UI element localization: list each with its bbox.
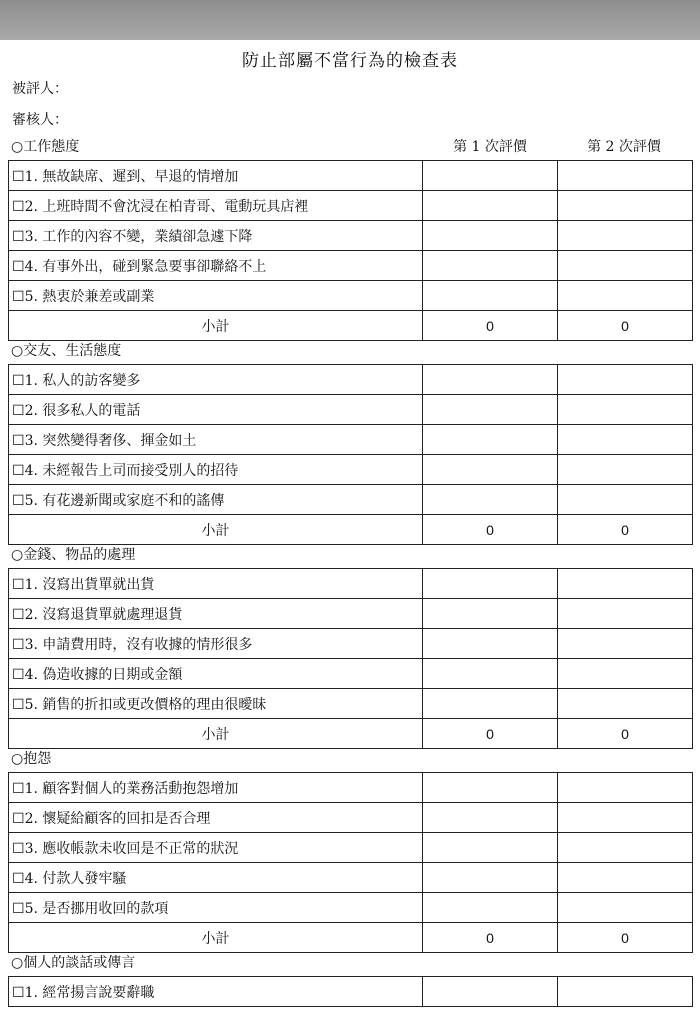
item-cell	[9, 395, 423, 425]
item-cell	[9, 803, 423, 833]
checkbox-icon[interactable]: ☐	[12, 606, 25, 623]
checklist-row	[9, 395, 693, 425]
eval1-score-cell[interactable]	[423, 221, 558, 251]
item-text: 2. 懷疑給顧客的回扣是否合理	[24, 810, 211, 827]
checkbox-icon[interactable]: ☐	[12, 462, 25, 479]
checkbox-icon[interactable]: ☐	[12, 696, 25, 713]
eval2-score-cell[interactable]	[558, 485, 693, 515]
eval1-score-cell[interactable]	[423, 773, 558, 803]
item-text: 1. 經常揚言說要辭職	[24, 984, 155, 1001]
eval2-score-cell[interactable]	[558, 659, 693, 689]
subtotal-label: 小計	[9, 719, 423, 749]
item-cell	[9, 251, 423, 281]
column-header-eval2: 第 2 次評價	[587, 139, 661, 155]
checkbox-icon[interactable]: ☐	[12, 840, 25, 857]
eval2-score-cell[interactable]	[558, 161, 693, 191]
checklist-row	[9, 281, 693, 311]
eval1-score-cell[interactable]	[423, 893, 558, 923]
evaluatee-label: 被評人：	[12, 81, 68, 97]
item-text: 5. 有花邊新聞或家庭不和的謠傳	[24, 492, 225, 509]
section-table	[8, 568, 693, 749]
item-text: 4. 偽造收據的日期或金額	[24, 666, 183, 683]
eval2-score-cell[interactable]	[558, 395, 693, 425]
subtotal-label: 小計	[9, 923, 423, 953]
eval1-score-cell[interactable]	[423, 689, 558, 719]
section-title: 抱怨	[23, 751, 52, 767]
checklist-row	[9, 629, 693, 659]
checkbox-icon[interactable]: ☐	[12, 870, 25, 887]
item-text: 3. 工作的內容不變，業績卻急遽下降	[24, 228, 253, 245]
eval2-score-cell[interactable]	[558, 833, 693, 863]
section-title: 工作態度	[23, 139, 80, 155]
checkbox-icon[interactable]: ☐	[12, 576, 25, 593]
circle-icon: ○	[11, 547, 24, 563]
checklist-row	[9, 689, 693, 719]
eval2-score-cell[interactable]	[558, 281, 693, 311]
column-header-eval1: 第 1 次評價	[453, 139, 527, 155]
checklist-row	[9, 191, 693, 221]
checklist-row	[9, 485, 693, 515]
checkbox-icon[interactable]: ☐	[12, 636, 25, 653]
eval1-score-cell[interactable]	[423, 803, 558, 833]
checkbox-icon[interactable]: ☐	[12, 432, 25, 449]
checklist-row	[9, 893, 693, 923]
checklist-row	[9, 659, 693, 689]
item-cell	[9, 161, 423, 191]
section-heading	[11, 545, 135, 565]
item-cell	[9, 599, 423, 629]
eval1-score-cell[interactable]	[423, 659, 558, 689]
page-title: 防止部屬不當行為的檢查表	[242, 51, 458, 71]
eval2-score-cell[interactable]	[558, 629, 693, 659]
checklist-row	[9, 425, 693, 455]
reviewer-label: 審核人：	[12, 112, 68, 128]
eval1-score-cell[interactable]	[423, 485, 558, 515]
eval2-subtotal-value: 0	[558, 923, 693, 953]
checklist-row	[9, 599, 693, 629]
circle-icon: ○	[11, 139, 24, 155]
eval2-subtotal-value: 0	[558, 719, 693, 749]
circle-icon: ○	[11, 751, 24, 767]
eval2-score-cell[interactable]	[558, 977, 693, 1007]
item-cell	[9, 221, 423, 251]
item-text: 2. 沒寫退貨單就處理退貨	[24, 606, 183, 623]
item-text: 4. 未經報告上司而接受別人的招待	[24, 462, 239, 479]
checkbox-icon[interactable]: ☐	[12, 228, 25, 245]
eval2-score-cell[interactable]	[558, 425, 693, 455]
eval1-score-cell[interactable]	[423, 161, 558, 191]
eval1-score-cell[interactable]	[423, 281, 558, 311]
item-text: 5. 是否挪用收回的款項	[24, 900, 169, 917]
item-text: 3. 突然變得奢侈、揮金如土	[24, 432, 197, 449]
checklist-row	[9, 773, 693, 803]
eval1-score-cell[interactable]	[423, 629, 558, 659]
item-text: 1. 沒寫出貨單就出貨	[24, 576, 155, 593]
eval1-score-cell[interactable]	[423, 977, 558, 1007]
checkbox-icon[interactable]: ☐	[12, 198, 25, 215]
section-table	[8, 772, 693, 953]
subtotal-row	[9, 311, 693, 341]
eval2-score-cell[interactable]	[558, 251, 693, 281]
subtotal-row	[9, 719, 693, 749]
item-text: 1. 顧客對個人的業務活動抱怨增加	[24, 780, 239, 797]
eval1-score-cell[interactable]	[423, 191, 558, 221]
checkbox-icon[interactable]: ☐	[12, 168, 25, 185]
checkbox-icon[interactable]: ☐	[12, 492, 25, 509]
eval2-score-cell[interactable]	[558, 803, 693, 833]
subtotal-row	[9, 923, 693, 953]
checkbox-icon[interactable]: ☐	[12, 780, 25, 797]
eval2-score-cell[interactable]	[558, 773, 693, 803]
eval2-score-cell[interactable]	[558, 689, 693, 719]
checkbox-icon[interactable]: ☐	[12, 288, 25, 305]
item-text: 1. 私人的訪客變多	[24, 372, 141, 389]
subtotal-row	[9, 515, 693, 545]
eval1-score-cell[interactable]	[423, 833, 558, 863]
item-text: 4. 付款人發牢騷	[24, 870, 127, 887]
section-table	[8, 976, 693, 1007]
section-heading	[11, 953, 135, 973]
item-cell	[9, 425, 423, 455]
eval2-score-cell[interactable]	[558, 365, 693, 395]
item-cell	[9, 863, 423, 893]
item-text: 5. 銷售的折扣或更改價格的理由很曖昧	[24, 696, 267, 713]
eval1-score-cell[interactable]	[423, 863, 558, 893]
eval2-subtotal-value: 0	[558, 311, 693, 341]
subtotal-label: 小計	[9, 311, 423, 341]
item-cell	[9, 833, 423, 863]
section-heading	[11, 341, 121, 361]
item-cell	[9, 977, 423, 1007]
section-table	[8, 364, 693, 545]
eval1-score-cell[interactable]	[423, 569, 558, 599]
checklist-row	[9, 221, 693, 251]
circle-icon: ○	[11, 955, 24, 971]
checkbox-icon[interactable]: ☐	[12, 258, 25, 275]
eval1-subtotal-value: 0	[423, 719, 558, 749]
eval1-score-cell[interactable]	[423, 599, 558, 629]
checklist-row	[9, 455, 693, 485]
checklist-row	[9, 251, 693, 281]
item-text: 3. 應收帳款未收回是不正常的狀況	[24, 840, 239, 857]
item-cell	[9, 773, 423, 803]
checklist-row	[9, 365, 693, 395]
section-heading	[11, 749, 51, 769]
item-text: 2. 很多私人的電話	[24, 402, 141, 419]
checklist-row	[9, 833, 693, 863]
checkbox-icon[interactable]: ☐	[12, 666, 25, 683]
eval2-score-cell[interactable]	[558, 569, 693, 599]
checkbox-icon[interactable]: ☐	[12, 402, 25, 419]
item-text: 3. 申請費用時，沒有收據的情形很多	[24, 636, 253, 653]
checkbox-icon[interactable]: ☐	[12, 984, 25, 1001]
item-cell	[9, 281, 423, 311]
item-text: 5. 熱衷於兼差或副業	[24, 288, 155, 305]
item-cell	[9, 659, 423, 689]
eval2-subtotal-value: 0	[558, 515, 693, 545]
checklist-row	[9, 569, 693, 599]
item-cell	[9, 629, 423, 659]
section-table	[8, 160, 693, 341]
section-title: 交友、生活態度	[23, 343, 122, 359]
checklist-row	[9, 863, 693, 893]
item-cell	[9, 893, 423, 923]
eval1-score-cell[interactable]	[423, 251, 558, 281]
eval1-subtotal-value: 0	[423, 311, 558, 341]
item-cell	[9, 485, 423, 515]
section-heading	[11, 137, 79, 157]
eval1-score-cell[interactable]	[423, 365, 558, 395]
eval2-score-cell[interactable]	[558, 599, 693, 629]
eval1-subtotal-value: 0	[423, 515, 558, 545]
checkbox-icon[interactable]: ☐	[12, 372, 25, 389]
eval1-subtotal-value: 0	[423, 923, 558, 953]
eval1-score-cell[interactable]	[423, 455, 558, 485]
top-banner	[0, 0, 700, 40]
checklist-row	[9, 161, 693, 191]
item-text: 4. 有事外出，碰到緊急要事卻聯絡不上	[24, 258, 267, 275]
eval2-score-cell[interactable]	[558, 455, 693, 485]
eval1-score-cell[interactable]	[423, 395, 558, 425]
item-text: 2. 上班時間不會沈浸在柏青哥、電動玩具店裡	[24, 198, 309, 215]
section-title: 金錢、物品的處理	[23, 547, 136, 563]
eval2-score-cell[interactable]	[558, 191, 693, 221]
checkbox-icon[interactable]: ☐	[12, 810, 25, 827]
checkbox-icon[interactable]: ☐	[12, 900, 25, 917]
item-cell	[9, 569, 423, 599]
eval2-score-cell[interactable]	[558, 893, 693, 923]
item-cell	[9, 455, 423, 485]
checklist-row	[9, 977, 693, 1007]
eval2-score-cell[interactable]	[558, 863, 693, 893]
item-cell	[9, 191, 423, 221]
eval1-score-cell[interactable]	[423, 425, 558, 455]
eval2-score-cell[interactable]	[558, 221, 693, 251]
section-title: 個人的談話或傳言	[23, 955, 136, 971]
item-cell	[9, 689, 423, 719]
item-text: 1. 無故缺席、遲到、早退的情增加	[24, 168, 239, 185]
subtotal-label: 小計	[9, 515, 423, 545]
circle-icon: ○	[11, 343, 24, 359]
item-cell	[9, 365, 423, 395]
checklist-row	[9, 803, 693, 833]
